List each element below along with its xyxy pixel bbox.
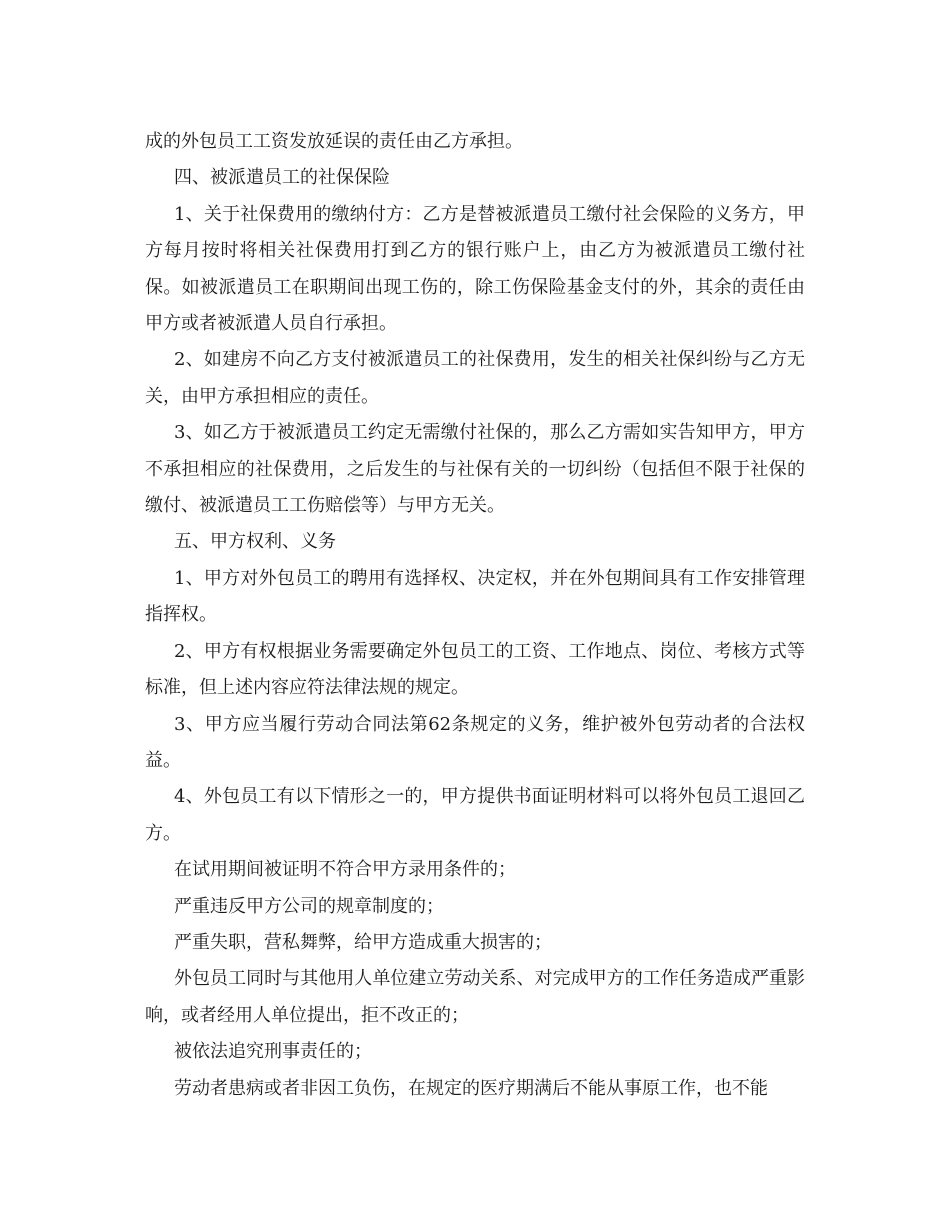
paragraph-insurance-payer: 1、关于社保费用的缴纳付方：乙方是替被派遣员工缴付社会保险的义务方，甲方每月按时将相关社保费用打到乙方的银行账户上，由乙方为被派遣员工缴付社保。如被派遣员工在职期间出现工伤的，除工伤保险基金支付的外，其余的责任由甲方或者被派遣人员自行承担。: [145, 203, 805, 335]
section-heading-social-insurance: 四、被派遣员工的社保保险: [174, 167, 390, 189]
list-item-illness: 劳动者患病或者非因工负伤，在规定的医疗期满后不能从事原工作，也不能: [174, 1077, 768, 1099]
paragraph-labor-law-duty: 3、甲方应当履行劳动合同法第62条规定的义务，维护被外包劳动者的合法权益。: [145, 713, 805, 771]
list-item-dual-employment: 外包员工同时与其他用人单位建立劳动关系、对完成甲方的工作任务造成严重影响，或者经用人单位提出，拒不改正的；: [145, 968, 805, 1026]
section-heading-party-a-rights: 五、甲方权利、义务: [174, 531, 336, 553]
paragraph-continuation: 成的外包员工工资发放延误的责任由乙方承担。: [145, 131, 523, 152]
list-item-rule-violation: 严重违反甲方公司的规章制度的；: [174, 895, 444, 917]
document-body: [145, 124, 805, 1107]
list-item-probation: 在试用期间被证明不符合甲方录用条件的；: [174, 859, 516, 881]
paragraph-insurance-nonpayment: 2、如建房不向乙方支付被派遣员工的社保费用，发生的相关社保纠纷与乙方无关，由甲方承担相应的责任。: [145, 349, 805, 407]
paragraph-return-conditions: 4、外包员工有以下情形之一的，甲方提供书面证明材料可以将外包员工退回乙方。: [145, 786, 805, 844]
paragraph-hiring-rights: 1、甲方对外包员工的聘用有选择权、决定权，并在外包期间具有工作安排管理指挥权。: [145, 567, 805, 626]
list-item-misconduct: 严重失职，营私舞弊，给甲方造成重大损害的；: [174, 931, 552, 953]
list-item-criminal-liability: 被依法追究刑事责任的；: [174, 1041, 372, 1063]
paragraph-wage-standards: 2、甲方有权根据业务需要确定外包员工的工资、工作地点、岗位、考核方式等标准，但上述内容应符法律法规的规定。: [145, 640, 805, 699]
paragraph-insurance-waiver: 3、如乙方于被派遣员工约定无需缴付社保的，那么乙方需如实告知甲方，甲方不承担相应的社保费用，之后发生的与社保有关的一切纠纷（包括但不限于社保的缴付、被派遣员工工伤赔偿等）与甲方无关。: [145, 422, 805, 517]
